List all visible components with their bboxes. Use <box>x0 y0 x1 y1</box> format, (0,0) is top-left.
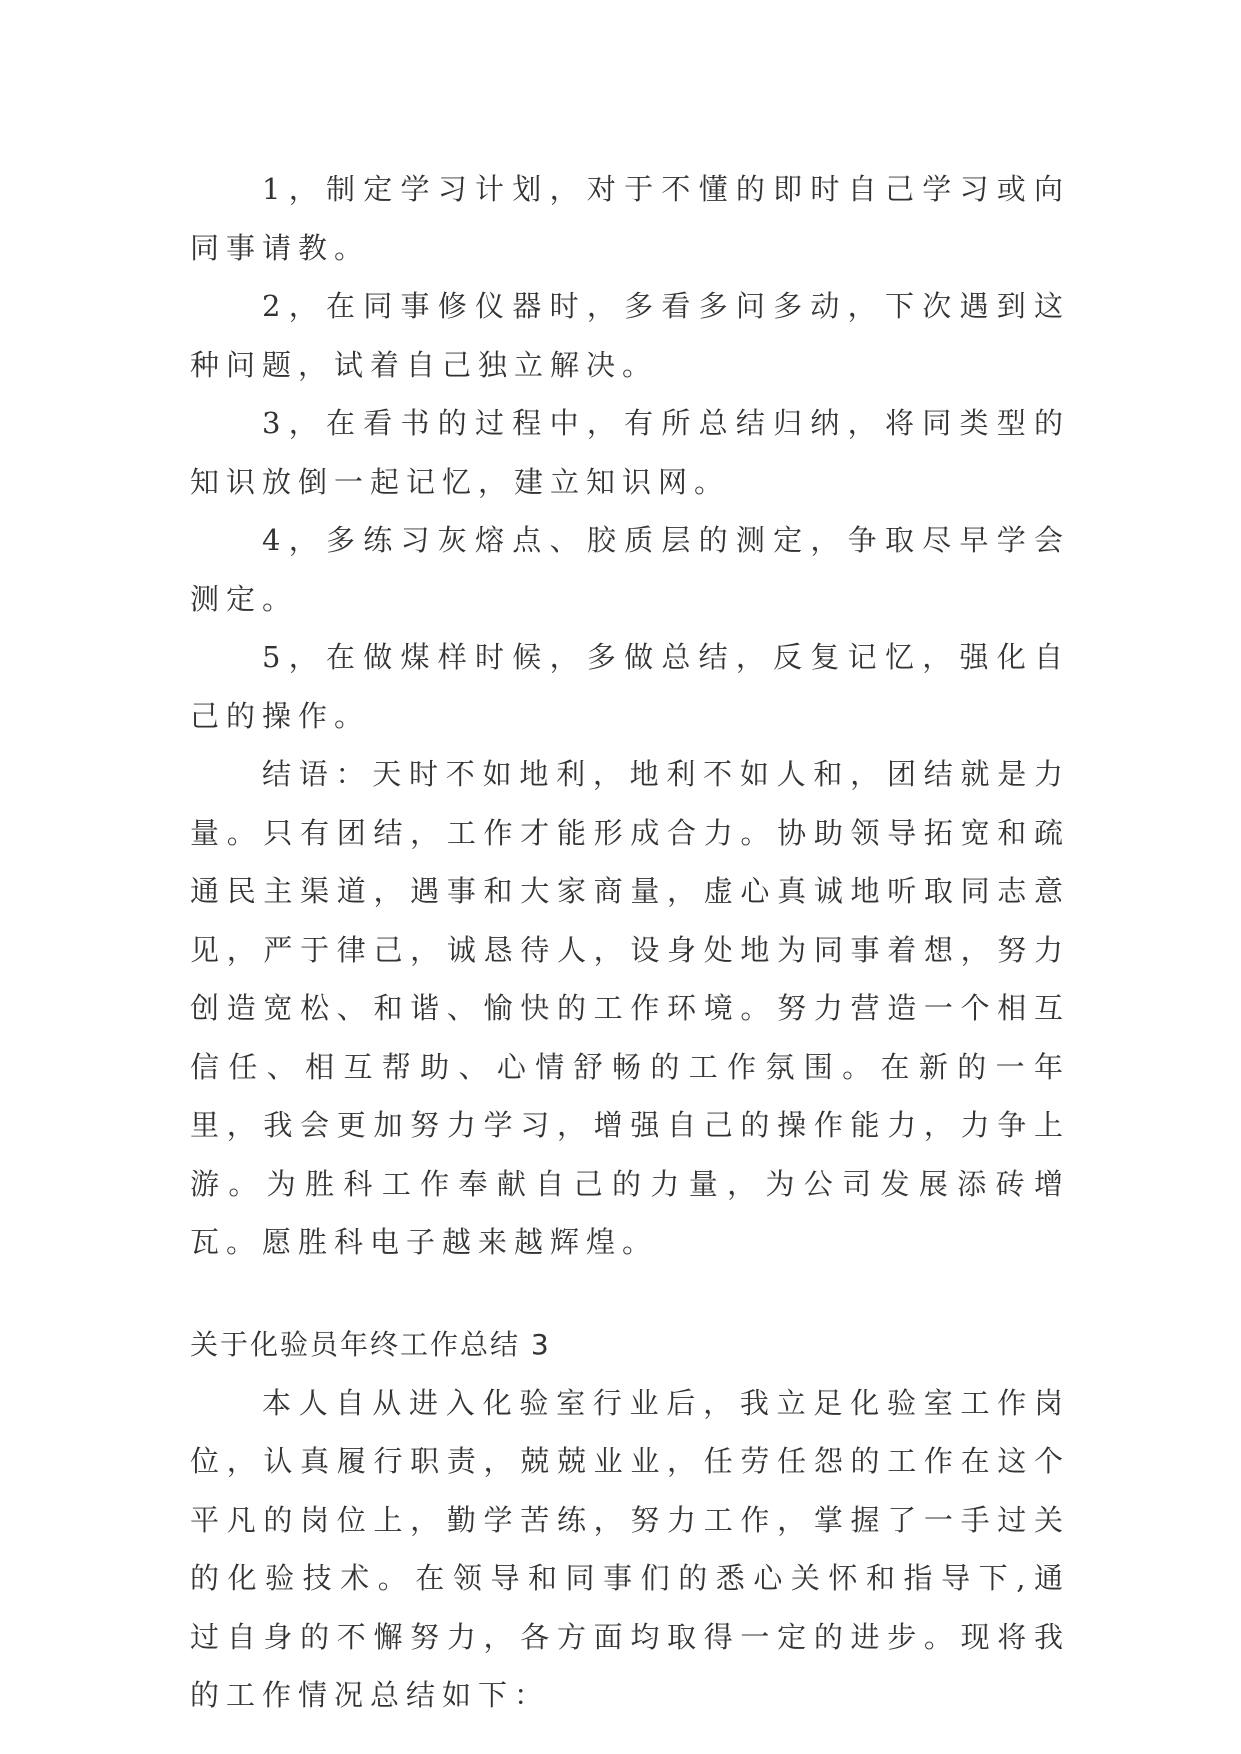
section-heading: 关于化验员年终工作总结 3 <box>190 1327 551 1361</box>
paragraph-plan-item-3: 3，在看书的过程中，有所总结归纳，将同类型的知识放倒一起记忆，建立知识网。 <box>190 406 1070 499</box>
paragraph-plan-item-2: 2，在同事修仪器时，多看多问多动，下次遇到这种问题，试着自己独立解决。 <box>190 289 1070 382</box>
paragraph-plan-item-4: 4，多练习灰熔点、胶质层的测定，争取尽早学会测定。 <box>190 523 1070 616</box>
paragraph-conclusion: 结语：天时不如地利，地利不如人和，团结就是力量。只有团结，工作才能形成合力。协助领导拓宽和疏通民主渠道，遇事和大家商量，虚心真诚地听取同志意见，严于律己，诚恳待人，设身处地为同事着想，努力创造宽松、和谐、愉快的工作环境。努力营造一个相互信任、相互帮助、心情舒畅的工作氛围。在新的一年里，我会更加努力学习，增强自己的操作能力，力争上游。为胜科工作奉献自己的力量，为公司发展添砖增瓦。愿胜科电子越来越辉煌。 <box>190 757 1070 1259</box>
document-page <box>190 160 1070 1725</box>
paragraph-plan-item-1: 1，制定学习计划，对于不懂的即时自己学习或向同事请教。 <box>190 172 1070 265</box>
paragraph-introduction: 本人自从进入化验室行业后，我立足化验室工作岗位，认真履行职责，兢兢业业，任劳任怨的工作在这个平凡的岗位上，勤学苦练，努力工作，掌握了一手过关的化验技术。在领导和同事们的悉心关怀和指导下,通过自身的不懈努力，各方面均取得一定的进步。现将我的工作情况总结如下： <box>190 1385 1070 1712</box>
paragraph-plan-item-5: 5，在做煤样时候，多做总结，反复记忆，强化自己的操作。 <box>190 640 1070 733</box>
